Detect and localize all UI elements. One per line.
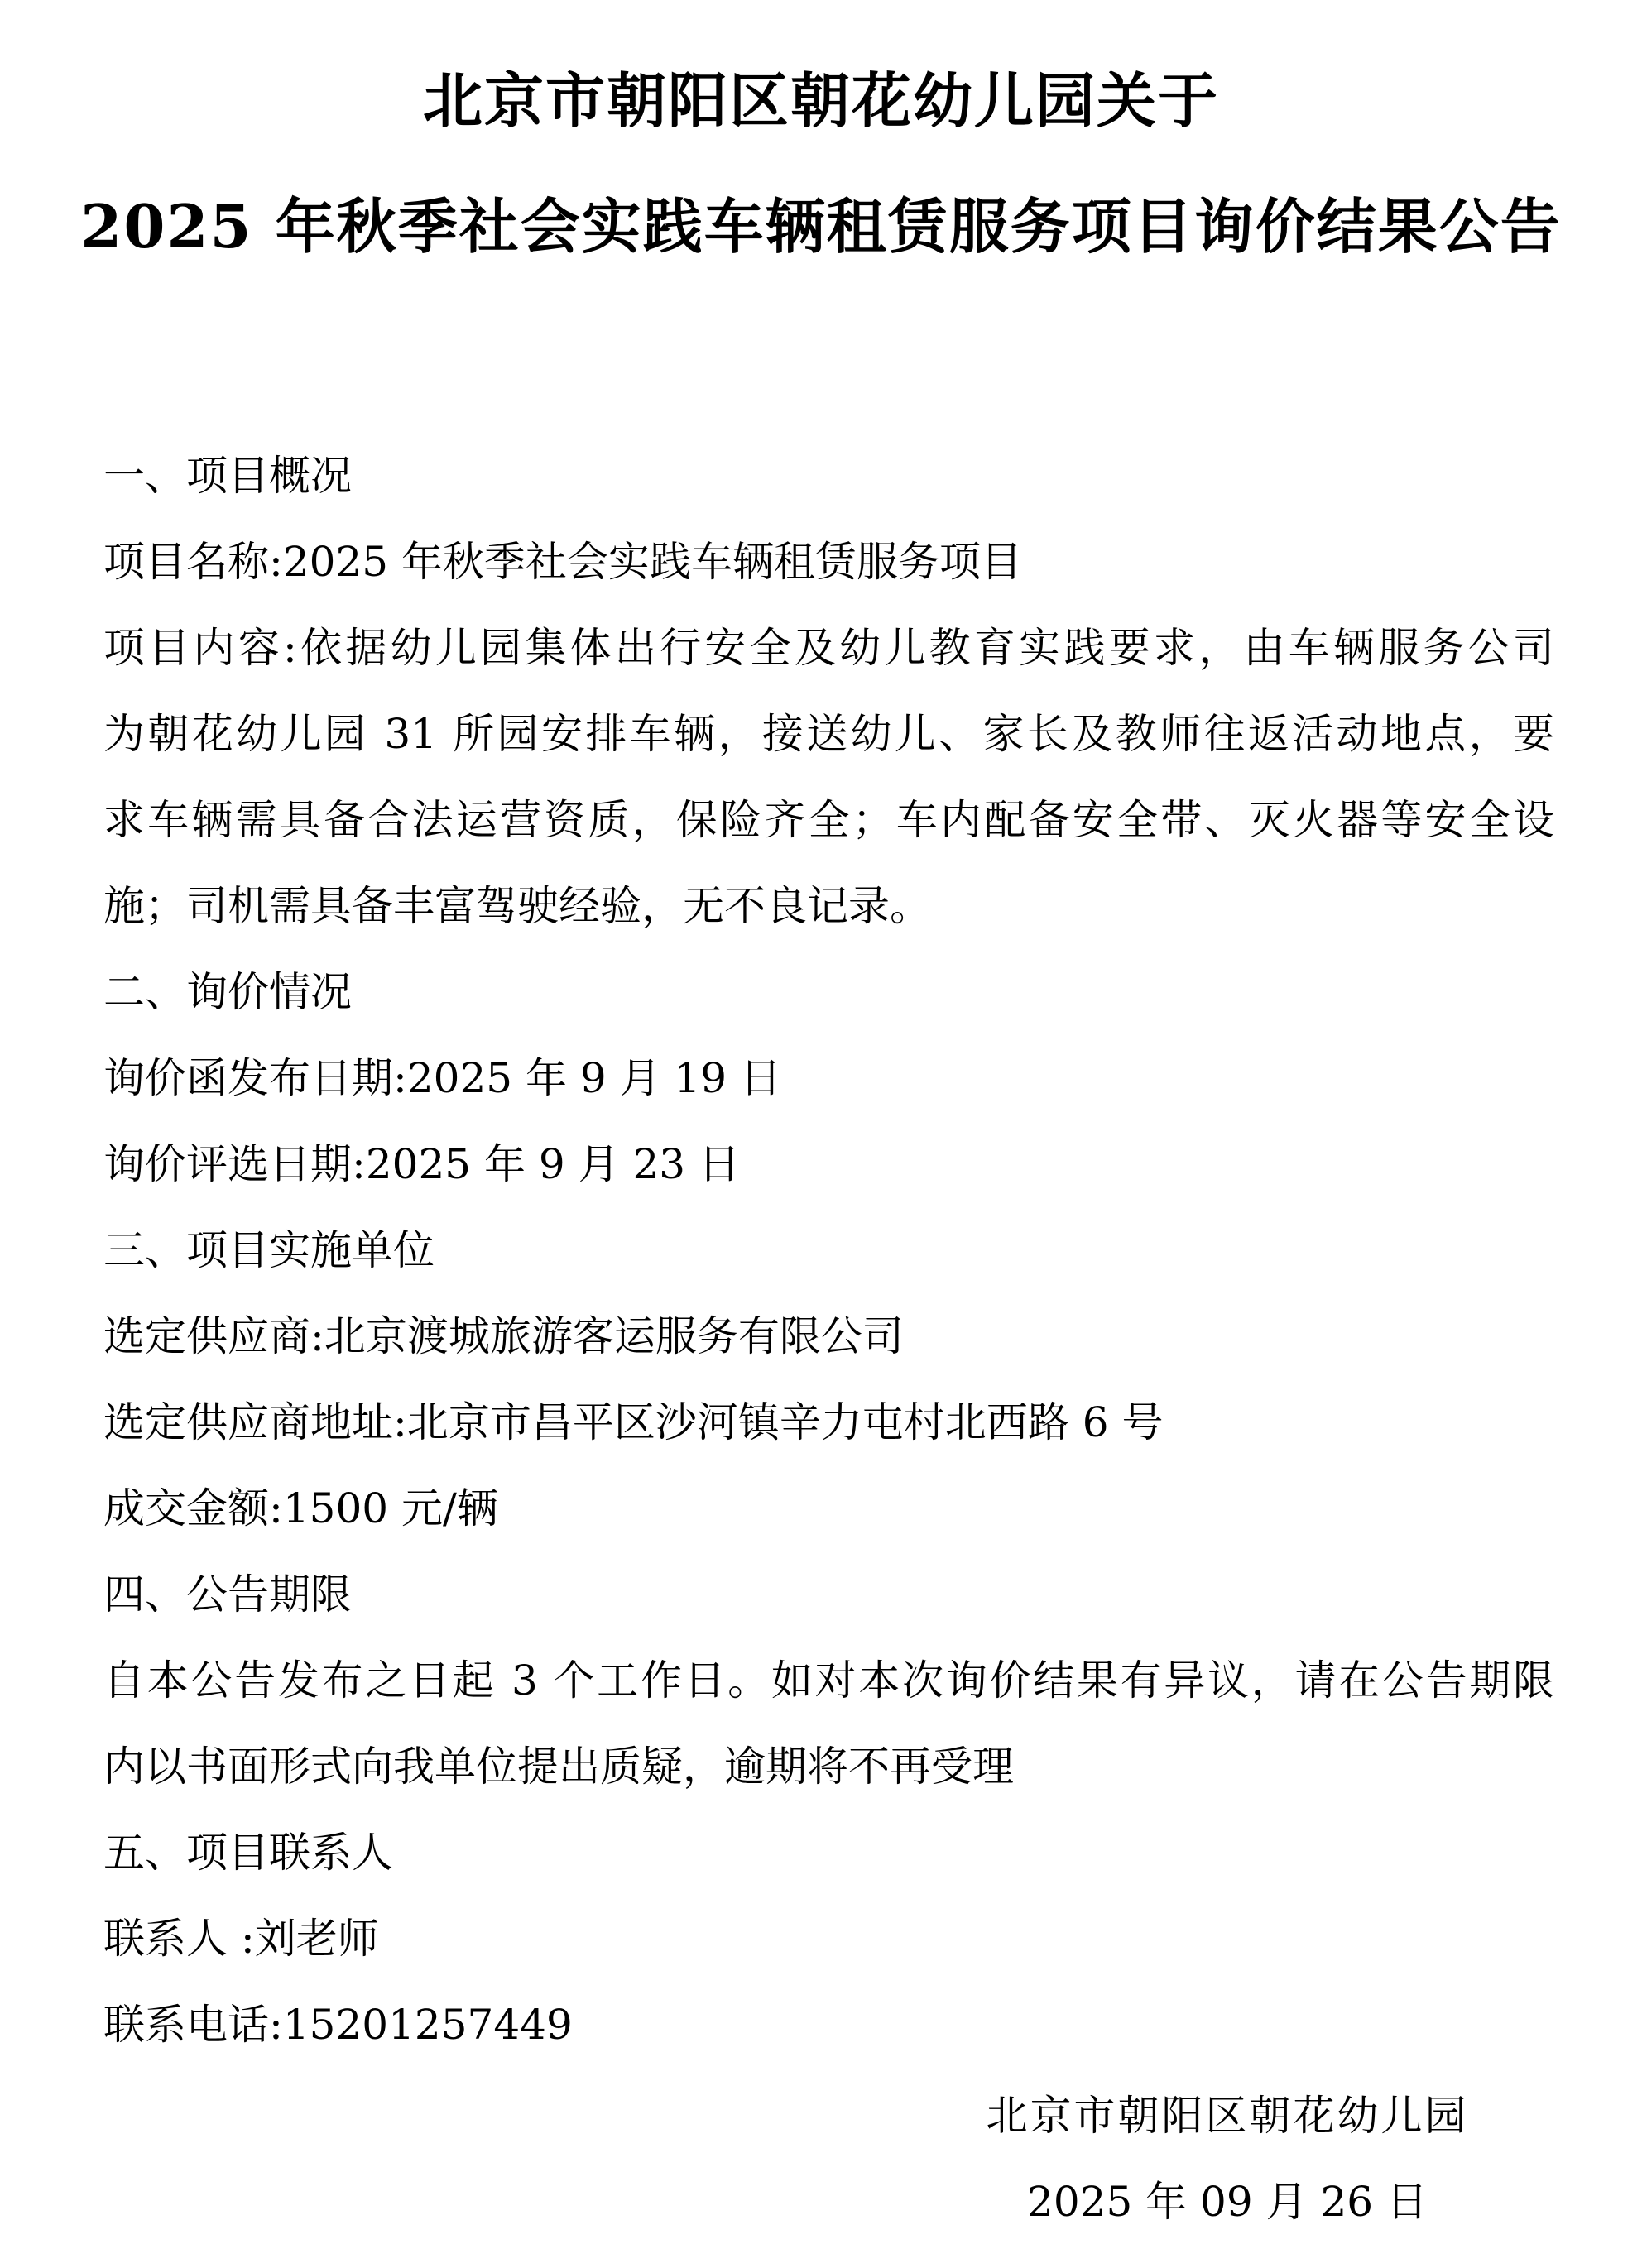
body-line: 一、项目概况 (103, 452, 352, 500)
signature-date: 2025 年 09 月 26 日 (1027, 2178, 1428, 2226)
body-line: 联系电话:15201257449 (103, 2001, 573, 2049)
body-line: 为朝花幼儿园 31 所园安排车辆，接送幼儿、家长及教师往返活动地点，要 (103, 710, 1554, 758)
body-line: 求车辆需具备合法运营资质，保险齐全；车内配备安全带、灭火器等安全设 (103, 796, 1554, 844)
body-line: 项目内容:依据幼儿园集体出行安全及幼儿教育实践要求，由车辆服务公司 (103, 624, 1554, 672)
body-line: 选定供应商:北京渡城旅游客运服务有限公司 (103, 1312, 904, 1360)
body-line: 询价函发布日期:2025 年 9 月 19 日 (103, 1054, 781, 1102)
document-body (103, 433, 1554, 2068)
title-line-1: 北京市朝阳区朝花幼儿园关于 (422, 65, 1219, 136)
body-line: 项目名称:2025 年秋季社会实践车辆租赁服务项目 (103, 538, 1022, 586)
document-title (0, 38, 1642, 290)
body-line: 询价评选日期:2025 年 9 月 23 日 (103, 1140, 740, 1188)
body-line: 五、项目联系人 (103, 1829, 393, 1877)
body-line: 选定供应商地址:北京市昌平区沙河镇辛力屯村北西路 6 号 (103, 1398, 1164, 1446)
body-line: 自本公告发布之日起 3 个工作日。如对本次询价结果有异议，请在公告期限 (103, 1657, 1554, 1705)
body-line: 三、项目实施单位 (103, 1226, 435, 1274)
body-line: 成交金额:1500 元/辆 (103, 1484, 498, 1532)
signature-organization: 北京市朝阳区朝花幼儿园 (986, 2092, 1469, 2140)
body-line: 四、公告期限 (103, 1570, 352, 1618)
body-line: 内以书面形式向我单位提出质疑，逾期将不再受理 (103, 1743, 1014, 1791)
title-line-2: 2025 年秋季社会实践车辆租赁服务项目询价结果公告 (80, 191, 1562, 261)
body-line: 施；司机需具备丰富驾驶经验，无不良记录。 (103, 882, 931, 930)
body-line: 联系人 :刘老师 (103, 1915, 379, 1963)
body-line: 二、询价情况 (103, 968, 352, 1016)
signature-block (983, 2073, 1472, 2245)
